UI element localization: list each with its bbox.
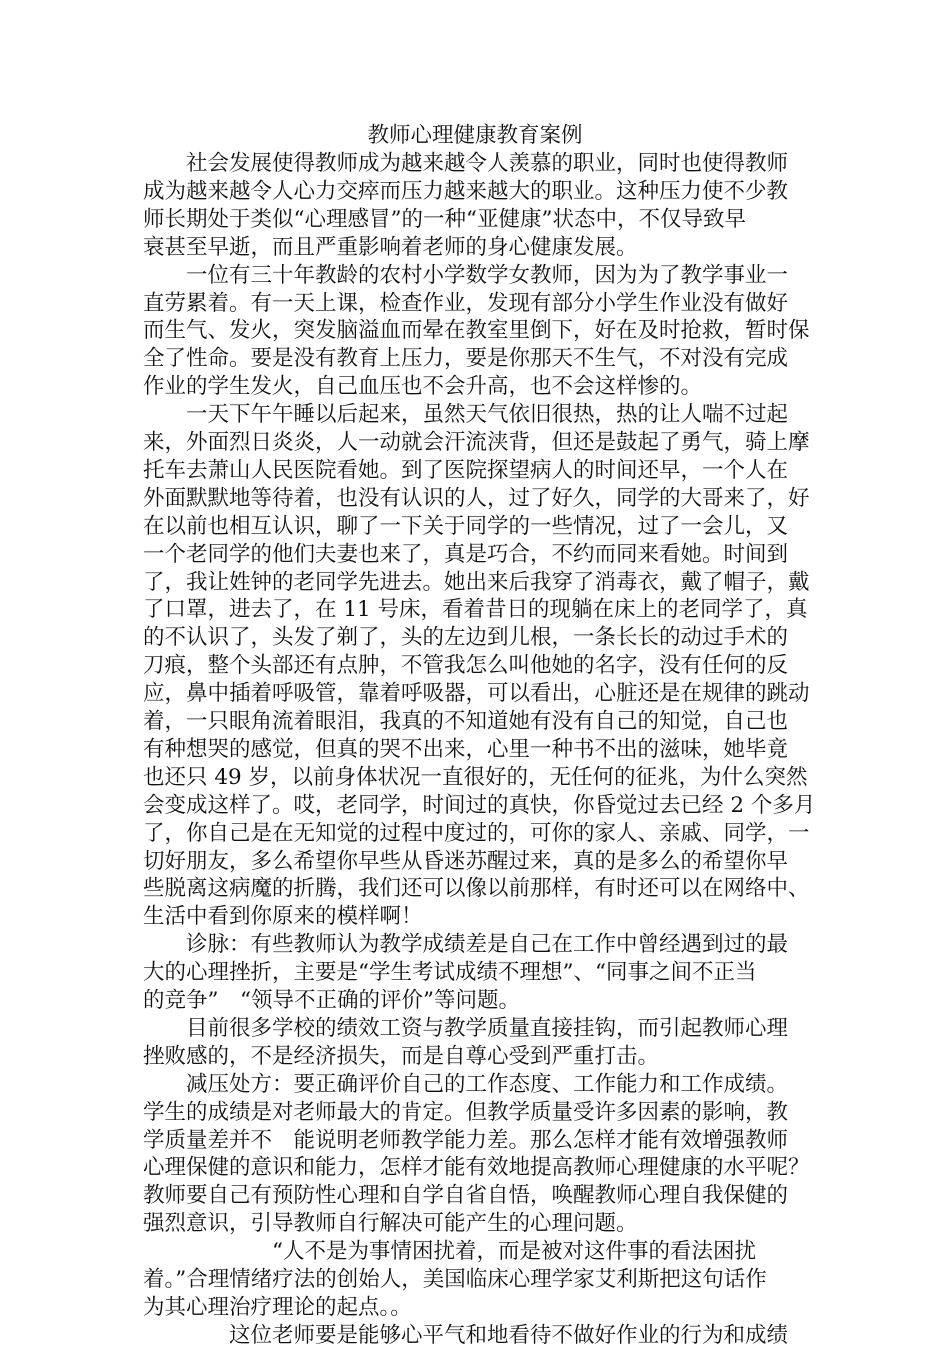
body-line: 强烈意识，引导教师自行解决可能产生的心理问题。 [143, 1211, 638, 1237]
body-line: 心理保健的意识和能力，怎样才能有效地提高教师心理健康的水平呢？ [143, 1155, 810, 1181]
body-line: 一个老同学的他们夫妻也来了，真是巧合，不约而同来看她。时间到 [143, 541, 789, 567]
body-line: 减压处方：要正确评价自己的工作态度、工作能力和工作成绩。 [143, 1071, 789, 1097]
body-line: 应，鼻中插着呼吸管，靠着呼吸器，可以看出，心脏还是在规律的跳动 [143, 681, 810, 707]
body-line: 一天下午午睡以后起来，虽然天气依旧很热，热的让人喘不过起 [143, 402, 789, 428]
body-line: 刀痕，整个头部还有点肿，不管我怎么叫他她的名字，没有任何的反 [143, 653, 789, 679]
body-line: 社会发展使得教师成为越来越令人羡慕的职业，同时也使得教师 [143, 151, 789, 176]
body-line: 教师要自己有预防性心理和自学自省自悟，唤醒教师心理自我保健的 [143, 1183, 789, 1209]
body-line: 挫败感的，不是经济损失，而是自尊心受到严重打击。 [143, 1043, 660, 1069]
body-line: 而生气、发火，突发脑溢血而晕在教室里倒下，好在及时抢救，暂时保 [143, 318, 810, 344]
body-line: 诊脉：有些教师认为教学成绩差是自己在工作中曾经遇到过的最 [143, 932, 789, 958]
body-line: 切好朋友，多么希望你早些从昏迷苏醒过来，真的是多么的希望你早 [143, 848, 789, 874]
body-line: 了口罩，进去了，在 11 号床，看着昔日的现躺在床上的老同学了，真 [143, 597, 808, 623]
body-line: 这位老师要是能够心平气和地看待不做好作业的行为和成绩 [143, 1322, 789, 1348]
body-line: 直劳累着。有一天上课，检查作业，发现有部分小学生作业没有做好 [143, 290, 789, 316]
body-line: 一位有三十年教龄的农村小学数学女教师，因为为了教学事业一 [143, 262, 789, 288]
body-line: 目前很多学校的绩效工资与教学质量直接挂钩，而引起教师心理 [143, 1015, 789, 1041]
body-line: 了，你自己是在无知觉的过程中度过的，可你的家人、亲戚、同学，一 [143, 820, 810, 846]
document-title: 教师心理健康教育案例 [367, 123, 583, 148]
body-line: 的不认识了，头发了剃了，头的左边到儿根，一条长长的动过手术的 [143, 625, 789, 651]
body-line: 来，外面烈日炎炎，人一动就会汗流浃背，但还是鼓起了勇气，骑上摩 [143, 430, 810, 455]
body-line: 了，我让姓钟的老同学先进去。她出来后我穿了消毒衣，戴了帽子，戴 [143, 569, 810, 595]
body-line: 学质量差并不 能说明老师教学能力差。那么怎样才能有效增强教师 [143, 1127, 789, 1153]
body-line: 也还只 49 岁，以前身体状况一直很好的，无任何的征兆，为什么突然 [143, 764, 808, 790]
body-line: 师长期处于类似“心理感冒”的一种“亚健康”状态中，不仅导致早 [143, 206, 746, 232]
body-line: 学生的成绩是对老师最大的肯定。但教学质量受许多因素的影响，教 [143, 1099, 789, 1125]
body-line: 外面默默地等待着，也没有认识的人，过了好久，同学的大哥来了，好 [143, 485, 810, 511]
body-line: 作业的学生发火，自己血压也不会升高，也不会这样惨的。 [143, 374, 703, 400]
body-line: 成为越来越令人心力交瘁而压力越来越大的职业。这种压力使不少教 [143, 178, 789, 204]
body-line: 衰甚至早逝，而且严重影响着老师的身心健康发展。 [143, 234, 638, 260]
body-line: 着，一只眼角流着眼泪，我真的不知道她有没有自己的知觉，自己也 [143, 709, 789, 734]
body-line: 着。”合理情绪疗法的创始人，美国临床心理学家艾利斯把这句话作 [143, 1267, 767, 1292]
body-line: 全了性命。要是没有教育上压力，要是你那天不生气，不对没有完成 [143, 346, 789, 372]
body-line: 会变成这样了。哎，老同学，时间过的真快，你昏觉过去已经 2 个多月 [143, 792, 816, 818]
body-line: 在以前也相互认识，聊了一下关于同学的一些情况，过了一会儿，又 [143, 513, 789, 539]
body-line: 有种想哭的感觉，但真的哭不出来，心里一种书不出的滋味，她毕竟 [143, 736, 789, 762]
body-line: 托车去萧山人民医院看她。到了医院探望病人的时间还早，一个人在 [143, 457, 789, 483]
body-line: 的竞争” “领导不正确的评价”等问题。 [143, 988, 520, 1013]
body-line: 生活中看到你原来的模样啊！ [143, 904, 423, 930]
body-line: 为其心理治疗理论的起点。。 [143, 1294, 412, 1320]
body-line: 些脱离这病魔的折腾，我们还可以像以前那样，有时还可以在网络中、 [143, 876, 810, 902]
body-line: 大的心理挫折，主要是“学生考试成绩不理想”、“同事之间不正当 [143, 960, 757, 986]
body-line: “人不是为事情困扰着，而是被对这件事的看法困扰 [143, 1239, 756, 1265]
